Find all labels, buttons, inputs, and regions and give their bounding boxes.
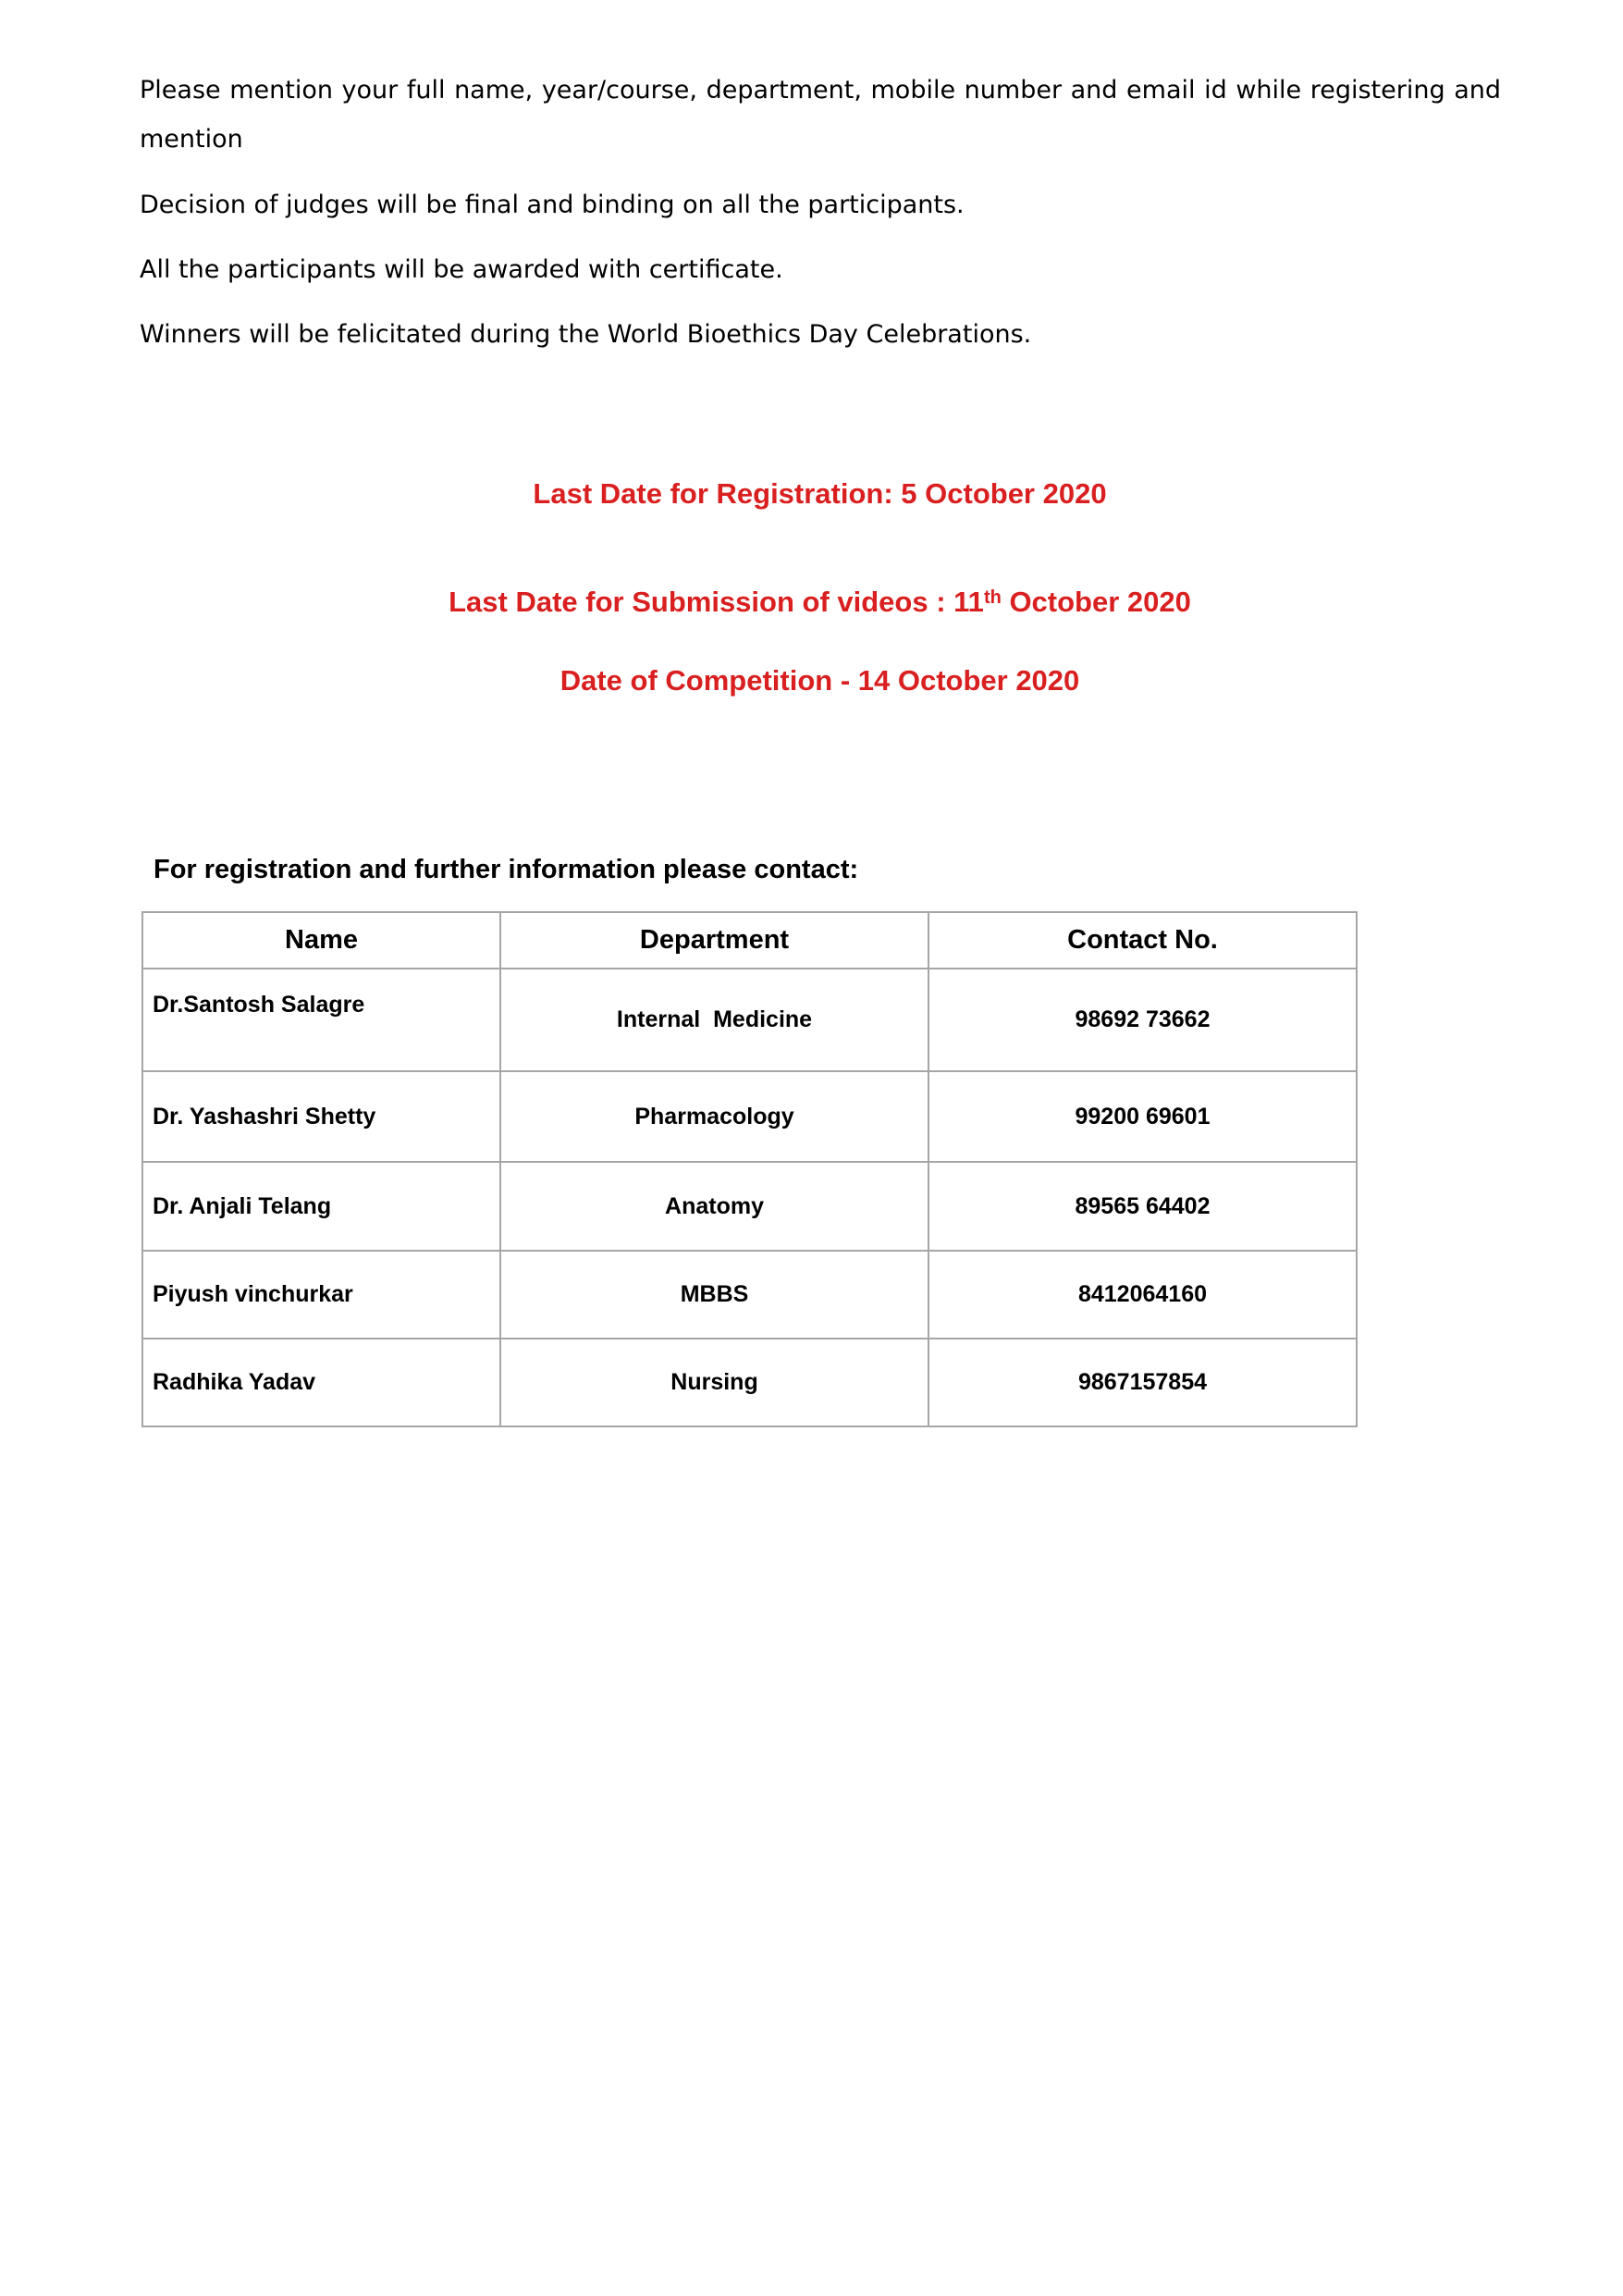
contact-name: Piyush vinchurkar (142, 1251, 500, 1339)
competition-date: Date of Competition - 14 October 2020 (559, 664, 1080, 697)
certificate-note: All the participants will be awarded with certificate. (140, 255, 783, 284)
registration-instructions: Please mention your full name, year/course, department, mobile number and email id while registering and mention (140, 76, 1501, 154)
table-row (142, 1162, 1357, 1251)
contact-phone: 98692 73662 (928, 969, 1357, 1071)
submission-deadline-ordinal: th (983, 587, 1002, 608)
contact-department: Anatomy (500, 1162, 928, 1251)
table-header-row (142, 912, 1357, 969)
contact-phone: 99200 69601 (928, 1071, 1357, 1162)
contact-phone: 9867157854 (928, 1339, 1357, 1426)
contact-heading: For registration and further information please contact: (154, 855, 859, 884)
contact-phone: 8412064160 (928, 1251, 1357, 1339)
header-contact-no: Contact No. (928, 912, 1357, 969)
table-row (142, 969, 1357, 1071)
contact-department: MBBS (500, 1251, 928, 1339)
header-name: Name (142, 912, 500, 969)
contact-name: Radhika Yadav (142, 1339, 500, 1426)
submission-deadline-suffix: October 2020 (1001, 586, 1191, 618)
contact-phone: 89565 64402 (928, 1162, 1357, 1251)
submission-deadline-prefix: Last Date for Submission of videos : 11 (449, 586, 984, 618)
header-department: Department (500, 912, 928, 969)
contact-department: Pharmacology (500, 1071, 928, 1162)
table-row (142, 1339, 1357, 1426)
table-row (142, 1251, 1357, 1339)
winners-note: Winners will be felicitated during the World Bioethics Day Celebrations. (140, 320, 1032, 349)
contact-name: Dr. Anjali Telang (142, 1162, 500, 1251)
submission-deadline (8, 586, 1623, 619)
registration-deadline: Last Date for Registration: 5 October 2020 (533, 477, 1107, 510)
contact-department: Internal Medicine (500, 969, 928, 1071)
judges-decision-note: Decision of judges will be final and binding on all the participants. (140, 191, 965, 219)
table-row (142, 1071, 1357, 1162)
contact-department: Nursing (500, 1339, 928, 1426)
contact-name: Dr.Santosh Salagre (142, 969, 500, 1071)
contacts-table (141, 911, 1358, 1427)
contact-name: Dr. Yashashri Shetty (142, 1071, 500, 1162)
